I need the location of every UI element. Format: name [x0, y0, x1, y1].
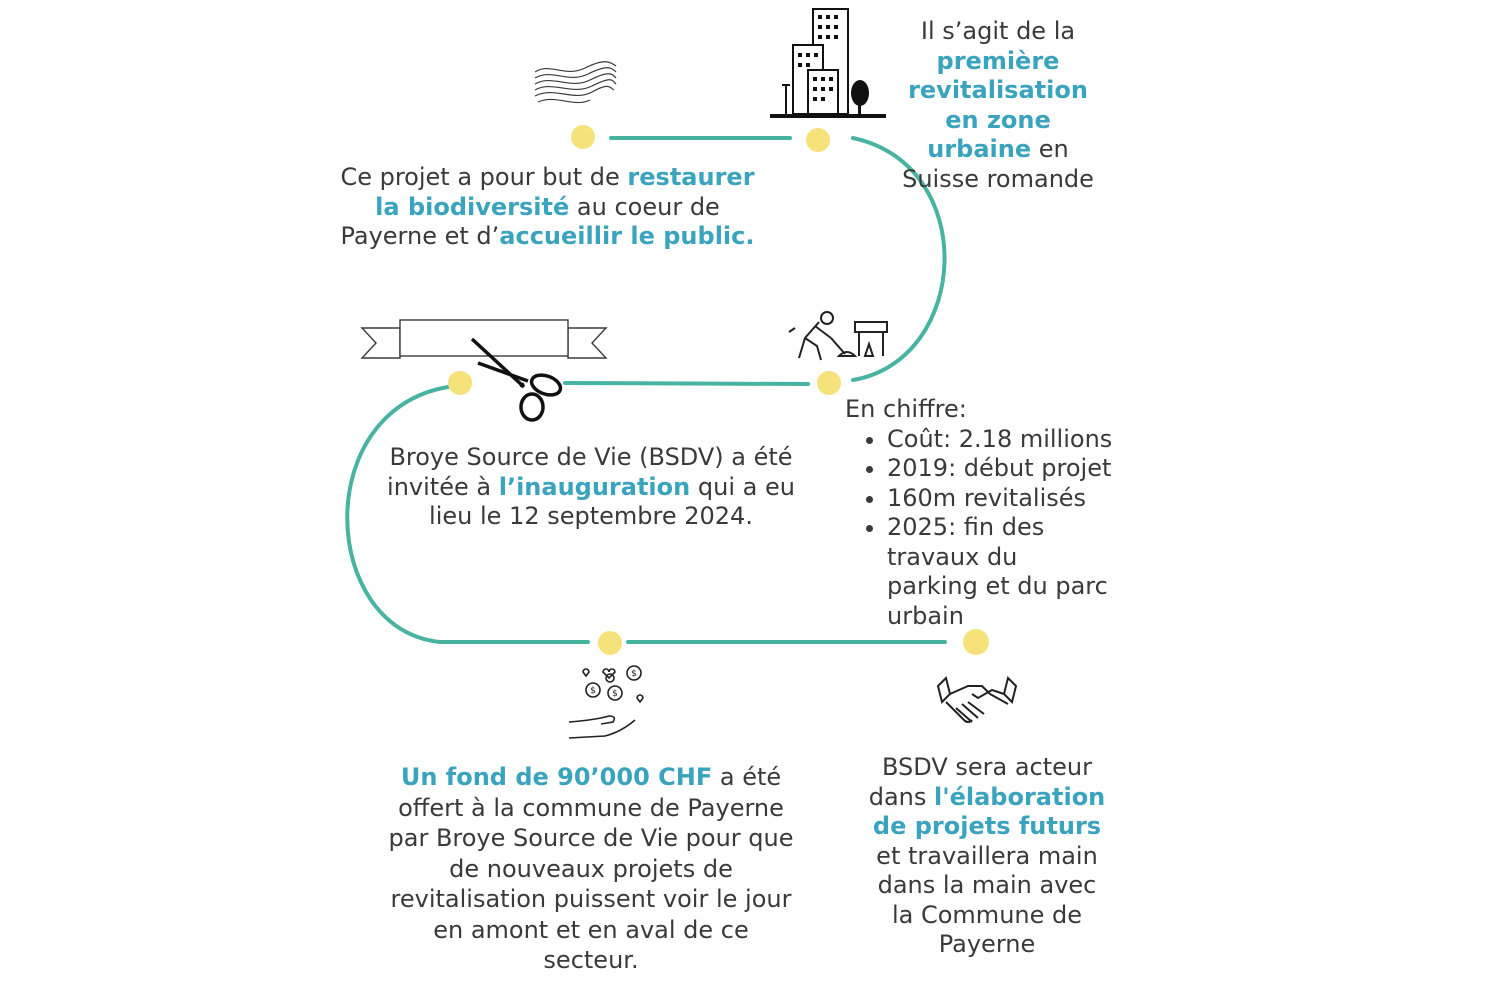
- figures-list: [845, 425, 1115, 632]
- figures-item: • 2025: fin des travaux du parking et du parc urbain: [887, 513, 1115, 631]
- step-future-post: et travaillera main dans la main avec la Commune de Payerne: [876, 841, 1098, 958]
- svg-text:$: $: [631, 669, 637, 679]
- step-inauguration-post: qui a eu lieu le 12 septembre 2024.: [429, 472, 795, 530]
- figures-item: • Coût: 2.18 millions: [887, 425, 1115, 455]
- figures-item: • 2019: début projet: [887, 454, 1115, 484]
- svg-text:$: $: [612, 689, 618, 699]
- timeline-dot-1: [571, 125, 595, 149]
- money-hand-icon: [565, 660, 650, 744]
- step-inauguration-highlight: l’inauguration: [498, 472, 691, 501]
- step-urban-text: [898, 17, 1098, 194]
- step-inauguration-text: [385, 443, 797, 532]
- timeline-dot-6: [963, 629, 989, 655]
- step-future-pre: BSDV sera acteur dans: [868, 753, 1092, 811]
- step-figures-text: [845, 395, 1115, 631]
- step-goal-mid: au coeur de Payerne et d’: [340, 192, 720, 250]
- step-fund-highlight: Un fond de 90’000 CHF: [400, 763, 713, 791]
- construction-worker-icon: [785, 308, 891, 364]
- step-goal-pre: Ce projet a pour but de: [340, 163, 620, 191]
- step-fund-text: [382, 762, 800, 976]
- step-goal-highlight-2: accueillir le public.: [499, 222, 755, 250]
- svg-text:$: $: [590, 686, 596, 696]
- handshake-icon: [934, 672, 1020, 728]
- step-urban-highlight: première revitalisation en zone urbaine: [908, 46, 1088, 163]
- step-goal-highlight-1: restaurer la biodiversité: [375, 163, 755, 221]
- timeline-dot-5: [598, 631, 622, 655]
- timeline-dot-2: [806, 128, 830, 152]
- step-future-highlight: l'élaboration de projets futurs: [872, 782, 1106, 840]
- step-future-text: [868, 753, 1106, 960]
- city-buildings-icon: [768, 5, 888, 119]
- step-fund-post: a été offert à la commune de Payerne par Broye Source de Vie pour que de nouveaux projets de revitalisation puissent voir le jour en amont et en aval de ce secteur.: [388, 763, 794, 974]
- timeline-dot-4: [817, 371, 841, 395]
- step-goal-text: [335, 163, 760, 252]
- step-urban-pre: Il s’agit de la: [920, 17, 1076, 45]
- scissors-icon: [466, 335, 570, 427]
- step-inauguration-pre: Broye Source de Vie (BSDV) a été invitée à: [387, 443, 793, 501]
- figures-item: • 160m revitalisés: [887, 484, 1115, 514]
- figures-heading: En chiffre:: [845, 395, 967, 423]
- waves-icon: [530, 60, 622, 112]
- step-urban-post: en Suisse romande: [902, 135, 1094, 193]
- timeline-segment-middle: [565, 383, 808, 384]
